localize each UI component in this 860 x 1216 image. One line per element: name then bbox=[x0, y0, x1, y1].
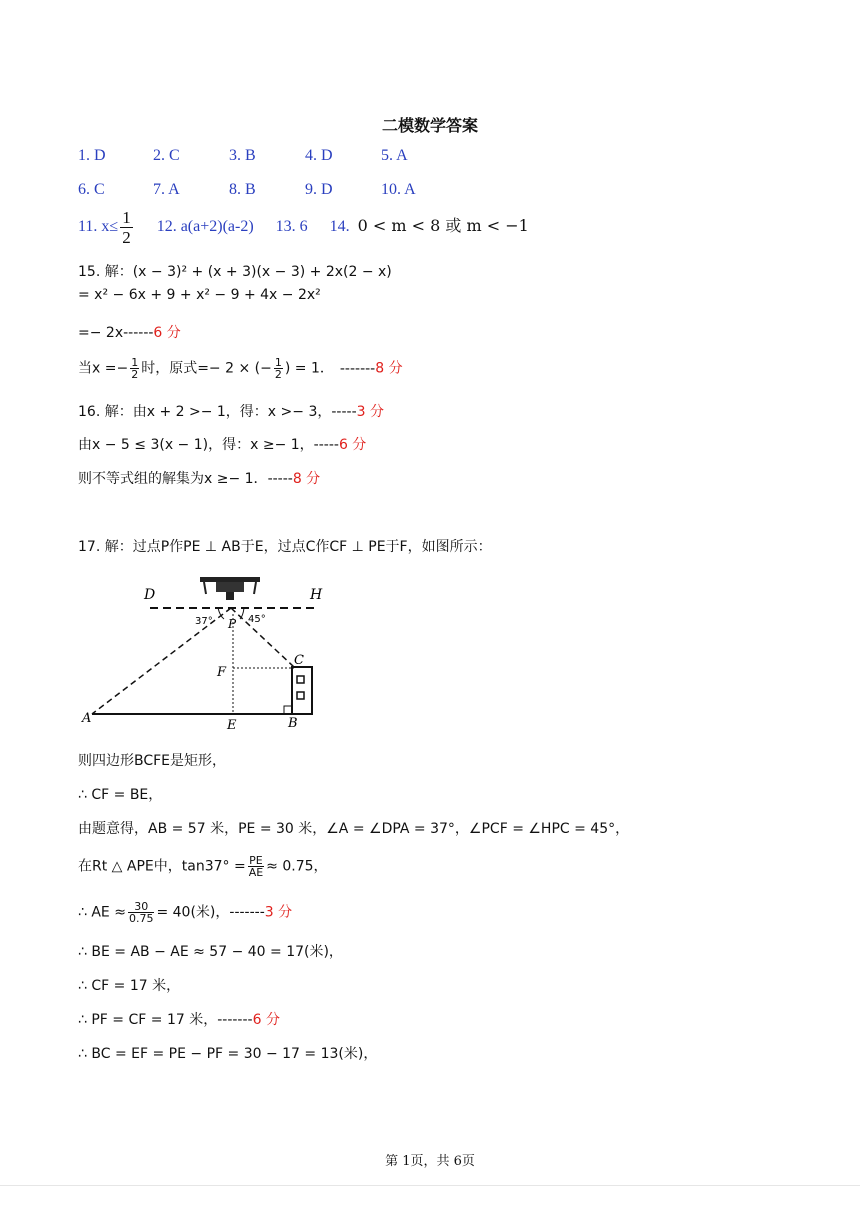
q17-line-4: 由题意得，AB = 57 米，PE = 30 米，∠A = ∠DPA = 37°，∠PCF = ∠HPC = 45°， bbox=[78, 821, 630, 837]
score-label: 8 分 bbox=[292, 471, 321, 487]
answer-11-fraction bbox=[120, 208, 133, 247]
score-label: 6 分 bbox=[252, 1012, 280, 1028]
score-dash: ----- bbox=[267, 471, 293, 487]
fraction-denominator: AE bbox=[248, 866, 264, 879]
score-dash: ----- bbox=[331, 404, 357, 420]
label-c: C bbox=[294, 653, 304, 668]
fraction-numerator: PE bbox=[249, 854, 263, 867]
answer-1: 1. D bbox=[78, 147, 106, 164]
score-dash: ------- bbox=[217, 1012, 253, 1028]
fraction-half bbox=[130, 357, 139, 380]
score-label: 6 分 bbox=[338, 437, 367, 453]
q15-line-4-prefix: 当x =− bbox=[78, 360, 129, 377]
q17-line-5-suffix: ≈ 0.75， bbox=[266, 858, 328, 875]
fraction-pe-ae bbox=[248, 855, 264, 878]
label-f: F bbox=[217, 665, 227, 680]
q15-line-4-suffix: ) = 1． bbox=[284, 360, 334, 377]
fraction-numerator: 30 bbox=[128, 901, 155, 913]
q15-line-1: 15. 解：(x − 3)² + (x + 3)(x − 3) + 2x(2 − x) bbox=[78, 264, 392, 280]
q16-line-3-text: 则不等式组的解集为x ≥− 1． bbox=[78, 471, 268, 487]
right-angle-mark bbox=[284, 706, 292, 714]
page-title: 二模数学答案 bbox=[381, 116, 478, 135]
q17-line-6-prefix: ∴ AE ≈ bbox=[78, 904, 126, 921]
fraction-half bbox=[274, 357, 283, 380]
answer-6: 6. C bbox=[78, 181, 105, 198]
answer-2: 2. C bbox=[153, 147, 180, 164]
q17-line-10: ∴ BC = EF = PE − PF = 30 − 17 = 13(米)， bbox=[78, 1046, 378, 1062]
q15-line-3 bbox=[78, 322, 181, 342]
q17-line-9-text: ∴ PF = CF = 17 米， bbox=[78, 1012, 218, 1028]
q17-line-6 bbox=[78, 901, 292, 924]
answer-10: 10. A bbox=[381, 181, 416, 198]
fraction-denominator: 2 bbox=[131, 368, 139, 381]
label-h: H bbox=[310, 587, 323, 603]
q16-line-3 bbox=[78, 468, 320, 488]
fraction-numerator: 1 bbox=[122, 208, 131, 227]
q17-line-8: ∴ CF = 17 米， bbox=[78, 978, 181, 994]
page-footer: 第 1页，共 6页 bbox=[385, 1154, 475, 1169]
q17-line-7: ∴ BE = AB − AE ≈ 57 − 40 = 17(米)， bbox=[78, 944, 343, 960]
label-d: D bbox=[144, 587, 156, 603]
q17-line-1: 17. 解：过点P作PE ⊥ AB于E，过点C作CF ⊥ PE于F，如图所示： bbox=[78, 539, 492, 555]
answer-12: 12. a(a+2)(a-2) bbox=[156, 218, 254, 236]
answer-8: 8. B bbox=[229, 181, 256, 198]
q17-line-9 bbox=[78, 1009, 280, 1029]
q17-line-5 bbox=[78, 855, 328, 878]
label-angle-45: 45° bbox=[248, 614, 266, 625]
fill-in-answers bbox=[78, 208, 529, 247]
label-angle-37: 37° bbox=[195, 616, 213, 627]
answer-4: 4. D bbox=[305, 147, 333, 164]
q16-line-2 bbox=[78, 434, 366, 454]
answer-13: 13. 6 bbox=[275, 218, 308, 236]
building-window bbox=[297, 676, 304, 683]
label-b: B bbox=[288, 716, 298, 731]
building-window bbox=[297, 692, 304, 699]
score-label: 3 分 bbox=[356, 404, 384, 420]
q17-line-6-suffix: = 40(米)， bbox=[156, 904, 230, 921]
q16-line-2-text: 由x − 5 ≤ 3(x − 1)，得：x ≥− 1， bbox=[78, 437, 314, 453]
score-dash: ----- bbox=[313, 437, 339, 453]
q15-line-2: = x² − 6x + 9 + x² − 9 + 4x − 2x² bbox=[78, 287, 321, 303]
fraction-denominator: 0.75 bbox=[128, 912, 154, 925]
answer-11-label: 11. x≤ bbox=[78, 218, 119, 236]
fraction-numerator: 1 bbox=[131, 356, 139, 369]
score-dash: ------- bbox=[339, 360, 376, 377]
score-dash: ------ bbox=[123, 325, 154, 341]
q17-line-3: ∴ CF = BE， bbox=[78, 787, 163, 803]
q15-line-4 bbox=[78, 357, 403, 380]
q15-line-4-middle: 时，原式=− 2 × (− bbox=[141, 360, 272, 377]
q17-line-2: 则四边形BCFE是矩形， bbox=[78, 753, 227, 769]
answer-14-expression: 0 < m < 8 或 m < −1 bbox=[357, 216, 529, 236]
q15-line-3-expression: =− 2x bbox=[78, 325, 124, 341]
drone-icon bbox=[200, 577, 260, 600]
label-e: E bbox=[227, 718, 237, 732]
fraction-denominator: 2 bbox=[274, 368, 282, 381]
q16-line-1 bbox=[78, 401, 384, 421]
answer-5: 5. A bbox=[381, 147, 408, 164]
answer-9: 9. D bbox=[305, 181, 333, 198]
fraction-numerator: 1 bbox=[274, 356, 282, 369]
fraction-denominator: 2 bbox=[122, 228, 131, 247]
answer-7: 7. A bbox=[153, 181, 180, 198]
fraction-30-075 bbox=[128, 901, 155, 924]
answer-3: 3. B bbox=[229, 147, 256, 164]
q17-line-5-prefix: 在Rt △ APE中，tan37° = bbox=[78, 858, 246, 875]
score-label: 6 分 bbox=[153, 325, 181, 341]
score-label: 8 分 bbox=[375, 360, 403, 377]
page-bottom-divider bbox=[0, 1185, 860, 1186]
score-dash: ------- bbox=[229, 904, 265, 921]
label-a: A bbox=[82, 711, 92, 726]
answer-14-label: 14. bbox=[329, 218, 350, 236]
geometry-diagram bbox=[78, 572, 328, 732]
building bbox=[292, 667, 312, 714]
score-label: 3 分 bbox=[264, 904, 293, 921]
label-p: P bbox=[228, 617, 237, 631]
q16-line-1-text: 16. 解：由x + 2 >− 1，得：x >− 3， bbox=[78, 404, 332, 420]
